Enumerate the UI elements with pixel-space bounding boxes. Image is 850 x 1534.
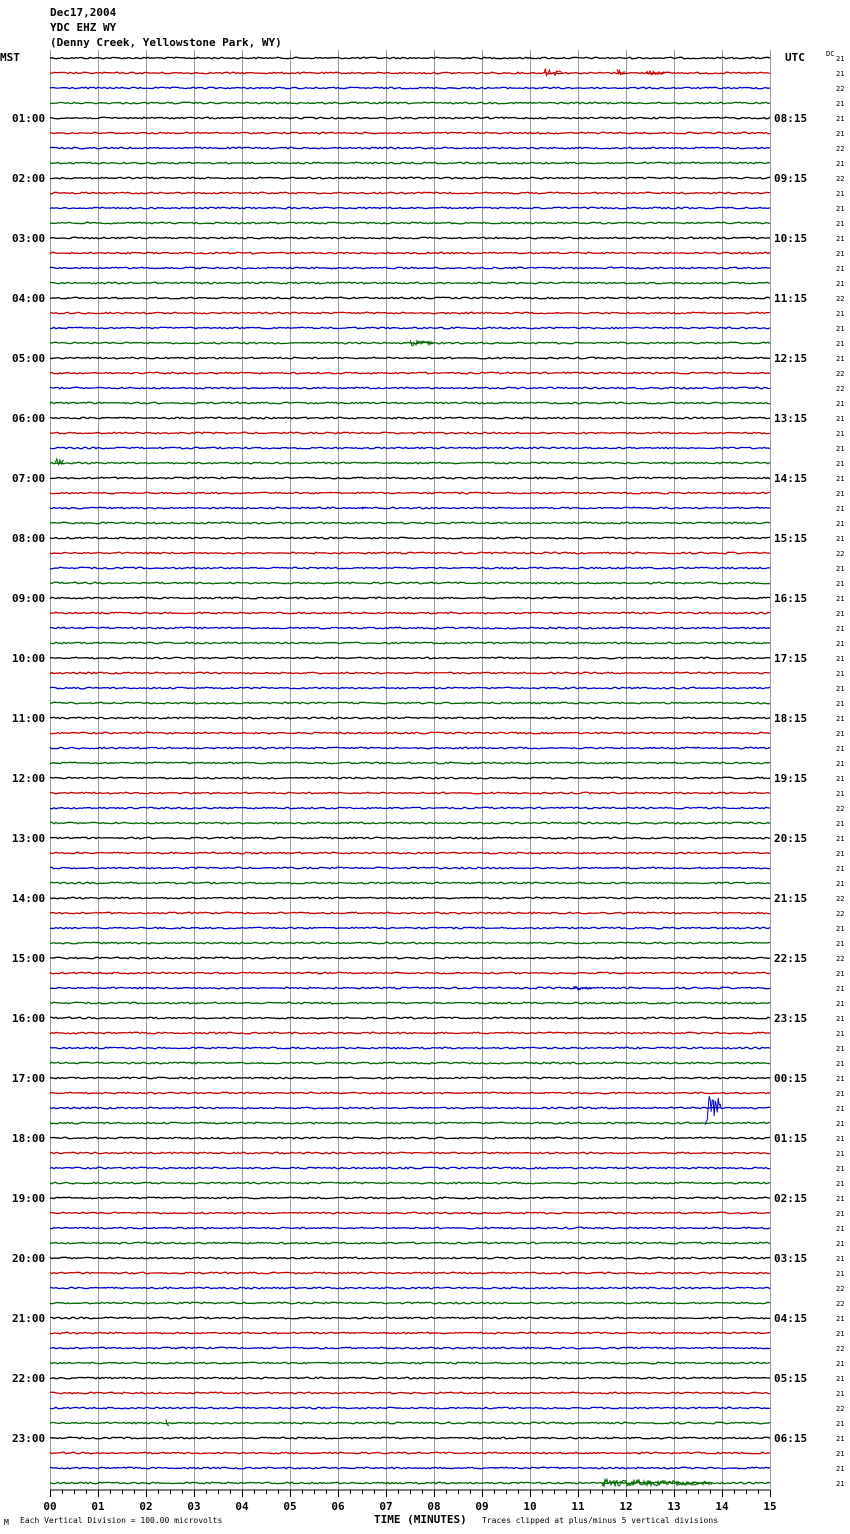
trace-17 bbox=[50, 312, 770, 314]
record-date: Dec17,2004 bbox=[50, 6, 117, 19]
trace-40 bbox=[50, 657, 770, 659]
right-hour-label: 18:15 bbox=[774, 712, 808, 725]
trace-84 bbox=[50, 1317, 770, 1319]
x-tick-label: 09 bbox=[475, 1500, 489, 1513]
trace-36 bbox=[50, 597, 770, 599]
left-hour-label: 18:00 bbox=[12, 1132, 46, 1145]
dc-offset-label: 21 bbox=[836, 565, 845, 573]
dc-offset-label: 21 bbox=[836, 1150, 845, 1158]
dc-offset-label: 21 bbox=[836, 820, 845, 828]
trace-14 bbox=[50, 267, 770, 269]
trace-57 bbox=[50, 912, 770, 914]
event-7 bbox=[705, 1096, 721, 1124]
dc-offset-label: 21 bbox=[836, 685, 845, 693]
left-hour-label: 01:00 bbox=[12, 112, 46, 125]
left-hour-label: 10:00 bbox=[12, 652, 46, 665]
dc-offset-labels bbox=[836, 55, 844, 1488]
right-hour-label: 05:15 bbox=[774, 1372, 808, 1385]
trace-8 bbox=[50, 177, 770, 179]
left-hour-label: 08:00 bbox=[12, 532, 46, 545]
trace-95 bbox=[50, 1482, 770, 1484]
scale-note: Each Vertical Division = 100.00 microvolts bbox=[20, 1516, 223, 1525]
right-hour-label: 02:15 bbox=[774, 1192, 808, 1205]
station-location: (Denny Creek, Yellowstone Park, WY) bbox=[50, 36, 282, 49]
dc-offset-label: 22 bbox=[836, 1345, 845, 1353]
trace-19 bbox=[50, 342, 770, 344]
x-tick-label: 07 bbox=[379, 1500, 393, 1513]
dc-offset-label: 21 bbox=[836, 850, 845, 858]
trace-4 bbox=[50, 117, 770, 119]
x-tick-label: 01 bbox=[91, 1500, 105, 1513]
left-hour-label: 05:00 bbox=[12, 352, 46, 365]
dc-offset-label: 21 bbox=[836, 400, 845, 408]
dc-offset-label: 22 bbox=[836, 370, 845, 378]
dc-offset-label: 21 bbox=[836, 475, 845, 483]
trace-16 bbox=[50, 297, 770, 299]
dc-offset-label: 21 bbox=[836, 1180, 845, 1188]
trace-59 bbox=[50, 942, 770, 944]
left-hour-label: 14:00 bbox=[12, 892, 46, 905]
left-hour-label: 21:00 bbox=[12, 1312, 46, 1325]
dc-offset-label: 21 bbox=[836, 1225, 845, 1233]
dc-offset-label: 22 bbox=[836, 1285, 845, 1293]
dc-offset-label: 22 bbox=[836, 550, 845, 558]
dc-offset-label: 21 bbox=[836, 985, 845, 993]
trace-92 bbox=[50, 1437, 770, 1439]
dc-offset-label: 21 bbox=[836, 355, 845, 363]
dc-offset-label: 22 bbox=[836, 805, 845, 813]
dc-offset-label: 21 bbox=[836, 1480, 845, 1488]
dc-offset-label: 21 bbox=[836, 1270, 845, 1278]
trace-64 bbox=[50, 1017, 770, 1019]
trace-94 bbox=[50, 1467, 770, 1469]
trace-35 bbox=[50, 582, 770, 584]
dc-offset-label: 21 bbox=[836, 235, 845, 243]
right-hour-label: 17:15 bbox=[774, 652, 808, 665]
x-tick-label: 08 bbox=[427, 1500, 441, 1513]
right-hour-label: 03:15 bbox=[774, 1252, 808, 1265]
trace-90 bbox=[50, 1407, 770, 1409]
trace-12 bbox=[50, 237, 770, 239]
trace-82 bbox=[50, 1287, 770, 1289]
dc-offset-label: 21 bbox=[836, 1195, 845, 1203]
dc-offset-label: 21 bbox=[836, 655, 845, 663]
dc-offset-label: 21 bbox=[836, 1255, 845, 1263]
dc-offset-label: 21 bbox=[836, 595, 845, 603]
left-hour-label: 02:00 bbox=[12, 172, 46, 185]
dc-offset-label: 21 bbox=[836, 1210, 845, 1218]
x-tick-label: 10 bbox=[523, 1500, 537, 1513]
trace-70 bbox=[50, 1107, 770, 1109]
dc-offset-label: 21 bbox=[836, 775, 845, 783]
trace-72 bbox=[50, 1137, 770, 1139]
trace-6 bbox=[50, 147, 770, 149]
right-hour-label: 13:15 bbox=[774, 412, 808, 425]
dc-offset-label: 21 bbox=[836, 190, 845, 198]
trace-9 bbox=[50, 192, 770, 194]
trace-45 bbox=[50, 732, 770, 734]
dc-offset-label: 21 bbox=[836, 1045, 845, 1053]
dc-offset-label: 21 bbox=[836, 1420, 845, 1428]
trace-61 bbox=[50, 972, 770, 974]
dc-offset-label: 21 bbox=[836, 55, 845, 63]
dc-offset-label: 21 bbox=[836, 700, 845, 708]
dc-offset-label: 21 bbox=[836, 940, 845, 948]
trace-46 bbox=[50, 747, 770, 749]
trace-78 bbox=[50, 1227, 770, 1229]
dc-offset-label: 21 bbox=[836, 490, 845, 498]
dc-offset-label: 21 bbox=[836, 280, 845, 288]
x-tick-label: 14 bbox=[715, 1500, 729, 1513]
dc-offset-label: 21 bbox=[836, 1450, 845, 1458]
station-code: YDC EHZ WY bbox=[50, 21, 117, 34]
x-tick-label: 15 bbox=[763, 1500, 777, 1513]
x-tick-label: 13 bbox=[667, 1500, 681, 1513]
x-tick-label: 03 bbox=[187, 1500, 201, 1513]
trace-15 bbox=[50, 282, 770, 284]
dc-offset-label: 22 bbox=[836, 145, 845, 153]
dc-offset-label: 21 bbox=[836, 1000, 845, 1008]
dc-offset-label: 21 bbox=[836, 865, 845, 873]
right-hour-label: 23:15 bbox=[774, 1012, 808, 1025]
dc-offset-label: 21 bbox=[836, 220, 845, 228]
dc-offset-label: 21 bbox=[836, 640, 845, 648]
trace-86 bbox=[50, 1347, 770, 1349]
dc-offset-label: 21 bbox=[836, 1075, 845, 1083]
trace-47 bbox=[50, 762, 770, 764]
right-hour-label: 14:15 bbox=[774, 472, 808, 485]
trace-69 bbox=[50, 1092, 770, 1094]
right-hour-label: 01:15 bbox=[774, 1132, 808, 1145]
dc-offset-label: 21 bbox=[836, 130, 845, 138]
x-tick-label: 02 bbox=[139, 1500, 153, 1513]
trace-28 bbox=[50, 477, 770, 479]
dc-offset-label: 21 bbox=[836, 715, 845, 723]
trace-74 bbox=[50, 1167, 770, 1169]
dc-offset-label: 21 bbox=[836, 1315, 845, 1323]
trace-43 bbox=[50, 702, 770, 704]
right-hour-label: 15:15 bbox=[774, 532, 808, 545]
dc-offset-label: 21 bbox=[836, 1465, 845, 1473]
right-hour-label: 09:15 bbox=[774, 172, 808, 185]
dc-offset-label: 21 bbox=[836, 730, 845, 738]
trace-85 bbox=[50, 1332, 770, 1334]
x-tick-label: 04 bbox=[235, 1500, 249, 1513]
dc-offset-label: 21 bbox=[836, 835, 845, 843]
dc-offset-label: 21 bbox=[836, 265, 845, 273]
dc-offset-label: 21 bbox=[836, 1090, 845, 1098]
trace-10 bbox=[50, 207, 770, 209]
dc-offset-label: 21 bbox=[836, 1060, 845, 1068]
trace-27 bbox=[50, 462, 770, 464]
x-tick-label: 00 bbox=[43, 1500, 57, 1513]
right-hour-label: 19:15 bbox=[774, 772, 808, 785]
dc-offset-label: 21 bbox=[836, 610, 845, 618]
trace-20 bbox=[50, 357, 770, 359]
trace-79 bbox=[50, 1242, 770, 1244]
trace-39 bbox=[50, 642, 770, 644]
clip-note: Traces clipped at plus/minus 5 vertical divisions bbox=[482, 1516, 719, 1525]
dc-offset-label: 22 bbox=[836, 385, 845, 393]
left-hour-label: 20:00 bbox=[12, 1252, 46, 1265]
trace-50 bbox=[50, 807, 770, 809]
trace-91 bbox=[50, 1422, 770, 1424]
dc-offset-label: 22 bbox=[836, 895, 845, 903]
trace-11 bbox=[50, 222, 770, 224]
dc-offset-label: 22 bbox=[836, 1405, 845, 1413]
dc-offset-label: 21 bbox=[836, 205, 845, 213]
left-hour-label: 13:00 bbox=[12, 832, 46, 845]
dc-offset-label: 21 bbox=[836, 460, 845, 468]
dc-offset-label: 21 bbox=[836, 100, 845, 108]
right-hour-label: 22:15 bbox=[774, 952, 808, 965]
dc-offset-label: 21 bbox=[836, 1120, 845, 1128]
x-tick-label: 06 bbox=[331, 1500, 345, 1513]
trace-33 bbox=[50, 552, 770, 554]
dc-offset-label: 21 bbox=[836, 1375, 845, 1383]
trace-56 bbox=[50, 897, 770, 899]
left-hour-label: 07:00 bbox=[12, 472, 46, 485]
trace-58 bbox=[50, 927, 770, 929]
x-axis bbox=[43, 1490, 776, 1513]
trace-54 bbox=[50, 867, 770, 869]
right-hour-label: 12:15 bbox=[774, 352, 808, 365]
trace-83 bbox=[50, 1302, 770, 1304]
trace-group bbox=[50, 57, 770, 1486]
dc-offset-label: 21 bbox=[836, 415, 845, 423]
dc-offset-label: 21 bbox=[836, 925, 845, 933]
dc-offset-label: 21 bbox=[836, 580, 845, 588]
trace-49 bbox=[50, 792, 770, 794]
left-hour-label: 04:00 bbox=[12, 292, 46, 305]
dc-offset-label: 21 bbox=[836, 1030, 845, 1038]
trace-31 bbox=[50, 522, 770, 524]
corner-mark: M bbox=[4, 1518, 9, 1527]
right-hour-label: 16:15 bbox=[774, 592, 808, 605]
trace-22 bbox=[50, 387, 770, 389]
dc-offset-label: 21 bbox=[836, 535, 845, 543]
trace-63 bbox=[50, 1002, 770, 1004]
dc-offset-label: 21 bbox=[836, 115, 845, 123]
dc-offset-label: 21 bbox=[836, 745, 845, 753]
trace-21 bbox=[50, 372, 770, 374]
left-hour-label: 19:00 bbox=[12, 1192, 46, 1205]
dc-offset-label: 21 bbox=[836, 1330, 845, 1338]
left-hour-label: 11:00 bbox=[12, 712, 46, 725]
dc-offset-label: 21 bbox=[836, 1165, 845, 1173]
trace-30 bbox=[50, 507, 770, 509]
left-hour-label: 15:00 bbox=[12, 952, 46, 965]
dc-offset-label: 21 bbox=[836, 160, 845, 168]
dc-offset-label: 22 bbox=[836, 85, 845, 93]
dc-offset-label: 21 bbox=[836, 1015, 845, 1023]
dc-offset-label: 21 bbox=[836, 760, 845, 768]
trace-25 bbox=[50, 432, 770, 434]
dc-offset-label: 21 bbox=[836, 520, 845, 528]
trace-62 bbox=[50, 987, 770, 989]
trace-24 bbox=[50, 417, 770, 419]
dc-offset-label: 22 bbox=[836, 955, 845, 963]
dc-offset-label: 21 bbox=[836, 1360, 845, 1368]
trace-48 bbox=[50, 777, 770, 779]
dc-offset-label: 21 bbox=[836, 325, 845, 333]
dc-offset-label: 21 bbox=[836, 310, 845, 318]
trace-34 bbox=[50, 567, 770, 569]
left-hour-label: 09:00 bbox=[12, 592, 46, 605]
trace-76 bbox=[50, 1197, 770, 1199]
trace-26 bbox=[50, 447, 770, 449]
dc-offset-label: 21 bbox=[836, 880, 845, 888]
trace-18 bbox=[50, 327, 770, 329]
trace-87 bbox=[50, 1362, 770, 1364]
trace-67 bbox=[50, 1062, 770, 1064]
trace-7 bbox=[50, 162, 770, 164]
dc-offset-label: 21 bbox=[836, 970, 845, 978]
dc-offset-label: 21 bbox=[836, 1240, 845, 1248]
left-hour-label: 22:00 bbox=[12, 1372, 46, 1385]
trace-5 bbox=[50, 132, 770, 134]
dc-offset-label: 21 bbox=[836, 670, 845, 678]
trace-68 bbox=[50, 1077, 770, 1079]
trace-66 bbox=[50, 1047, 770, 1049]
trace-60 bbox=[50, 957, 770, 959]
dc-offset-label: 22 bbox=[836, 1300, 845, 1308]
trace-80 bbox=[50, 1257, 770, 1259]
trace-88 bbox=[50, 1377, 770, 1379]
right-timezone-label: UTC bbox=[785, 51, 805, 64]
dc-offset-label: 22 bbox=[836, 910, 845, 918]
right-hour-label: 10:15 bbox=[774, 232, 808, 245]
event-0 bbox=[544, 69, 563, 76]
right-hour-label: 20:15 bbox=[774, 832, 808, 845]
trace-73 bbox=[50, 1152, 770, 1154]
dc-offset-label: 21 bbox=[836, 250, 845, 258]
dc-offset-label: 21 bbox=[836, 1390, 845, 1398]
trace-13 bbox=[50, 252, 770, 254]
trace-37 bbox=[50, 612, 770, 614]
x-tick-label: 05 bbox=[283, 1500, 297, 1513]
left-hour-label: 06:00 bbox=[12, 412, 46, 425]
trace-71 bbox=[50, 1122, 770, 1124]
trace-2 bbox=[50, 87, 770, 89]
trace-29 bbox=[50, 492, 770, 494]
trace-65 bbox=[50, 1032, 770, 1034]
trace-42 bbox=[50, 687, 770, 689]
right-hour-label: 11:15 bbox=[774, 292, 808, 305]
left-hour-label: 12:00 bbox=[12, 772, 46, 785]
trace-75 bbox=[50, 1182, 770, 1184]
dc-header-label: DC bbox=[826, 50, 835, 58]
left-timezone-label: MST bbox=[0, 51, 20, 64]
dc-offset-label: 22 bbox=[836, 295, 845, 303]
dc-offset-label: 21 bbox=[836, 1435, 845, 1443]
trace-3 bbox=[50, 102, 770, 104]
x-tick-label: 12 bbox=[619, 1500, 633, 1513]
left-hour-label: 03:00 bbox=[12, 232, 46, 245]
dc-offset-label: 21 bbox=[836, 790, 845, 798]
trace-93 bbox=[50, 1452, 770, 1454]
right-hour-label: 06:15 bbox=[774, 1432, 808, 1445]
trace-41 bbox=[50, 672, 770, 674]
dc-offset-label: 21 bbox=[836, 505, 845, 513]
dc-offset-label: 21 bbox=[836, 625, 845, 633]
trace-52 bbox=[50, 837, 770, 839]
trace-55 bbox=[50, 882, 770, 884]
trace-51 bbox=[50, 822, 770, 824]
trace-53 bbox=[50, 852, 770, 854]
trace-0 bbox=[50, 57, 770, 59]
dc-offset-label: 21 bbox=[836, 340, 845, 348]
dc-offset-label: 21 bbox=[836, 445, 845, 453]
trace-23 bbox=[50, 402, 770, 404]
trace-44 bbox=[50, 717, 770, 719]
trace-77 bbox=[50, 1212, 770, 1214]
dc-offset-label: 21 bbox=[836, 70, 845, 78]
right-hour-label: 08:15 bbox=[774, 112, 808, 125]
trace-89 bbox=[50, 1392, 770, 1394]
dc-offset-label: 21 bbox=[836, 1135, 845, 1143]
x-axis-title: TIME (MINUTES) bbox=[374, 1513, 467, 1526]
trace-32 bbox=[50, 537, 770, 539]
dc-offset-label: 21 bbox=[836, 430, 845, 438]
left-hour-label: 16:00 bbox=[12, 1012, 46, 1025]
x-tick-label: 11 bbox=[571, 1500, 585, 1513]
right-hour-label: 04:15 bbox=[774, 1312, 808, 1325]
right-hour-label: 00:15 bbox=[774, 1072, 808, 1085]
left-hour-label: 23:00 bbox=[12, 1432, 46, 1445]
trace-38 bbox=[50, 627, 770, 629]
right-hour-label: 21:15 bbox=[774, 892, 808, 905]
dc-offset-label: 21 bbox=[836, 1105, 845, 1113]
dc-offset-label: 22 bbox=[836, 175, 845, 183]
right-hour-labels bbox=[774, 112, 807, 1445]
left-hour-labels bbox=[12, 112, 45, 1445]
left-hour-label: 17:00 bbox=[12, 1072, 46, 1085]
trace-81 bbox=[50, 1272, 770, 1274]
